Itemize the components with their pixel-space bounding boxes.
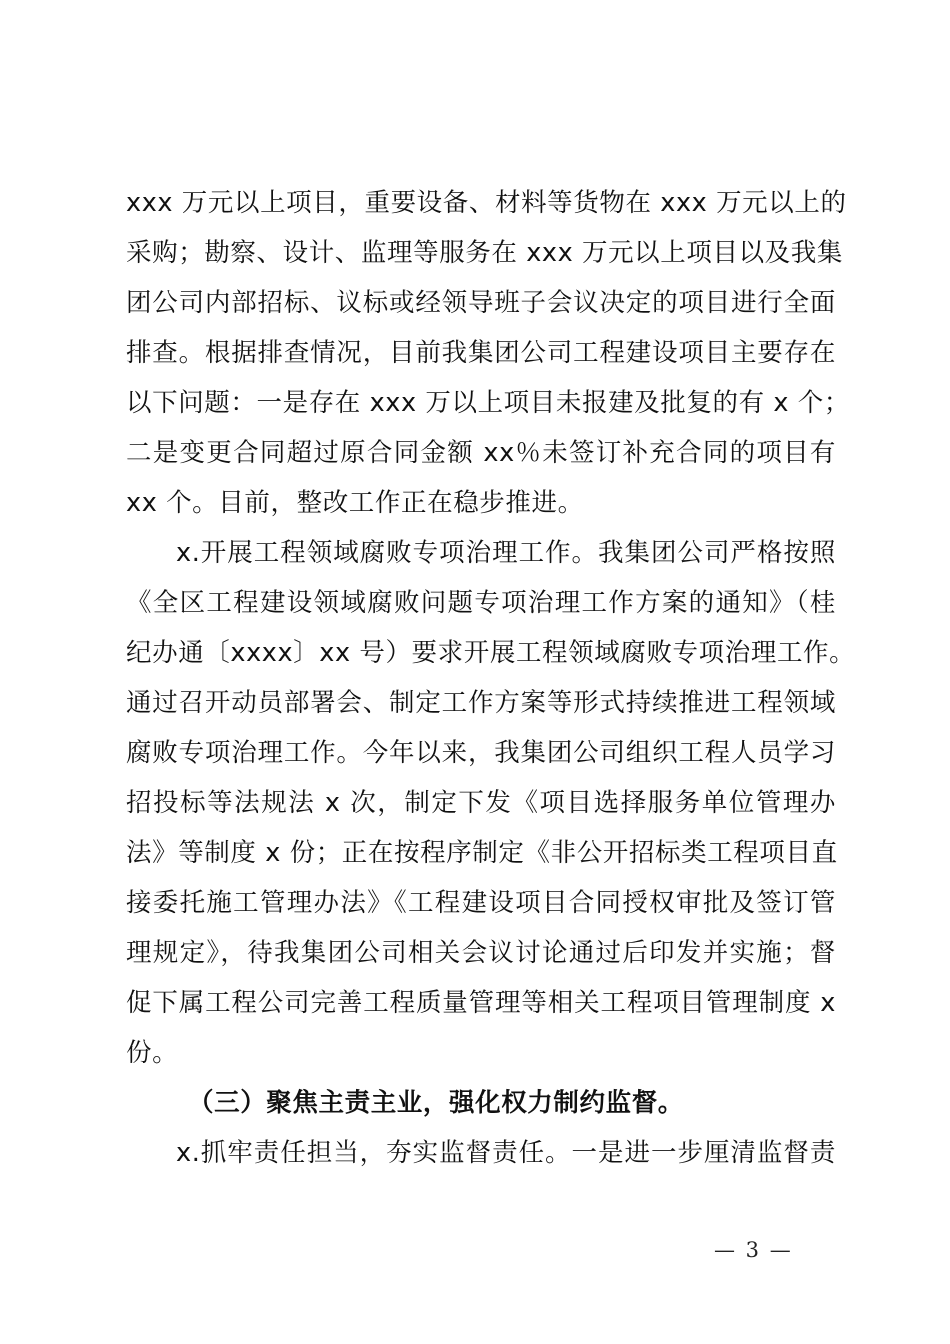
- body-text-line: 接委托施工管理办法》《工程建设项目合同授权审批及签订管: [126, 888, 836, 918]
- section-heading: （三）聚焦主责主业，强化权力制约监督。: [188, 1088, 684, 1118]
- body-text-line: 通过召开动员部署会、制定工作方案等形式持续推进工程领域: [126, 688, 836, 718]
- body-text-line: 份。: [126, 1038, 179, 1068]
- body-text-line: 招投标等法规法 x 次，制定下发《项目选择服务单位管理办: [126, 788, 836, 818]
- body-text-line: 排查。根据排查情况，目前我集团公司工程建设项目主要存在: [126, 338, 836, 368]
- body-text-line: 团公司内部招标、议标或经领导班子会议决定的项目进行全面: [126, 288, 836, 318]
- body-text-line: 二是变更合同超过原合同金额 xx％未签订补充合同的项目有: [126, 438, 836, 468]
- body-text-line: xx 个。目前，整改工作正在稳步推进。: [126, 488, 584, 518]
- body-text-line: 法》等制度 x 份；正在按程序制定《非公开招标类工程项目直: [126, 838, 838, 868]
- body-text-line: 腐败专项治理工作。今年以来，我集团公司组织工程人员学习: [126, 738, 836, 768]
- paragraph-start-line: x.抓牢责任担当，夯实监督责任。一是进一步厘清监督责: [176, 1138, 836, 1168]
- body-text-line: 采购；勘察、设计、监理等服务在 xxx 万元以上项目以及我集: [126, 238, 843, 268]
- body-text-line: 理规定》，待我集团公司相关会议讨论通过后印发并实施；督: [126, 938, 836, 968]
- paragraph-start-line: x.开展工程领域腐败专项治理工作。我集团公司严格按照: [176, 538, 836, 568]
- body-text-line: 《全区工程建设领域腐败问题专项治理工作方案的通知》（桂: [126, 588, 836, 618]
- page-number: — 3 —: [714, 1238, 793, 1262]
- body-text-line: xxx 万元以上项目，重要设备、材料等货物在 xxx 万元以上的: [126, 188, 847, 218]
- body-text-line: 纪办通〔xxxx〕xx 号）要求开展工程领域腐败专项治理工作。: [126, 638, 856, 668]
- body-text-line: 促下属工程公司完善工程质量管理等相关工程项目管理制度 x: [126, 988, 836, 1018]
- body-text-line: 以下问题：一是存在 xxx 万以上项目未报建及批复的有 x 个；: [126, 388, 850, 418]
